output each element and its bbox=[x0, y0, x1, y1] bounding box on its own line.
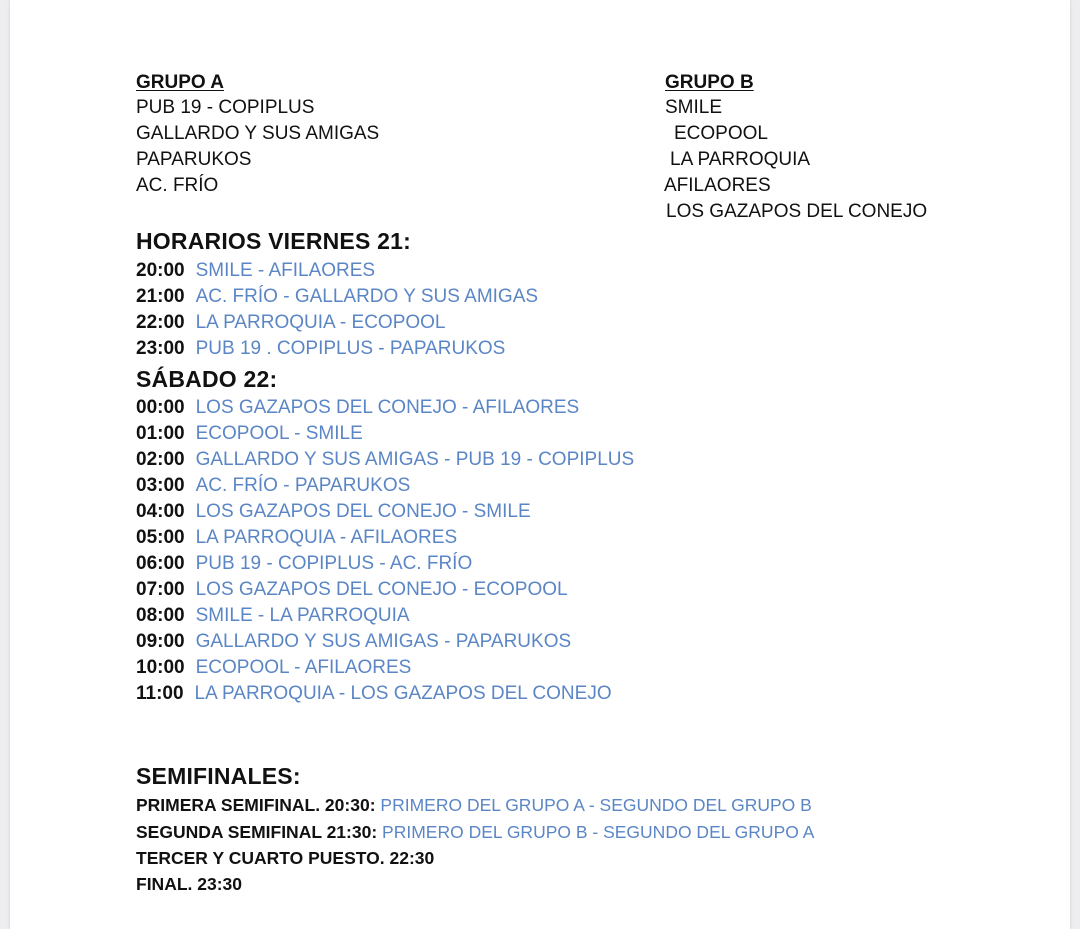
match-time: 03:00 bbox=[136, 475, 185, 496]
match-teams: ECOPOOL - AFILAORES bbox=[195, 657, 412, 678]
match-teams: LOS GAZAPOS DEL CONEJO - AFILAORES bbox=[195, 397, 580, 418]
match-time: 10:00 bbox=[136, 657, 185, 678]
match-time: 04:00 bbox=[136, 501, 185, 522]
schedule-row bbox=[136, 579, 568, 601]
match-time: 21:00 bbox=[136, 286, 185, 307]
final-label: FINAL. 23:30 bbox=[136, 874, 242, 894]
group-a-team: AC. FRÍO bbox=[136, 175, 219, 196]
schedule-row bbox=[136, 553, 472, 575]
match-teams: GALLARDO Y SUS AMIGAS - PAPARUKOS bbox=[195, 631, 572, 652]
schedule-row bbox=[136, 286, 538, 308]
final-row bbox=[136, 874, 242, 895]
friday-heading: HORARIOS VIERNES 21: bbox=[136, 228, 411, 254]
match-teams: LA PARROQUIA - AFILAORES bbox=[195, 527, 458, 548]
third-place-label: TERCER Y CUARTO PUESTO. 22:30 bbox=[136, 848, 435, 868]
match-time: 09:00 bbox=[136, 631, 185, 652]
schedule-row bbox=[136, 312, 446, 334]
schedule-row bbox=[136, 423, 363, 445]
schedule-row bbox=[136, 605, 410, 627]
match-teams: SMILE - AFILAORES bbox=[195, 260, 376, 281]
match-teams: LA PARROQUIA - ECOPOOL bbox=[195, 312, 446, 333]
match-teams: AC. FRÍO - PAPARUKOS bbox=[195, 475, 411, 496]
match-time: 08:00 bbox=[136, 605, 185, 626]
match-time: 06:00 bbox=[136, 553, 185, 574]
schedule-row bbox=[136, 657, 411, 679]
schedule-row bbox=[136, 683, 612, 705]
semifinal-matchup: PRIMERO DEL GRUPO B - SEGUNDO DEL GRUPO A bbox=[382, 822, 815, 842]
schedule-row bbox=[136, 449, 634, 471]
match-time: 23:00 bbox=[136, 338, 185, 359]
third-place-row bbox=[136, 848, 434, 869]
schedule-row bbox=[136, 260, 375, 282]
schedule-row bbox=[136, 527, 457, 549]
semifinal-label: PRIMERA SEMIFINAL. 20:30: bbox=[136, 795, 376, 815]
semifinal-matchup: PRIMERO DEL GRUPO A - SEGUNDO DEL GRUPO B bbox=[380, 795, 812, 815]
match-teams: LOS GAZAPOS DEL CONEJO - SMILE bbox=[195, 501, 531, 522]
group-b-title: GRUPO B bbox=[665, 72, 754, 93]
group-a-team: PAPARUKOS bbox=[136, 149, 252, 170]
match-teams: PUB 19 - COPIPLUS - AC. FRÍO bbox=[195, 553, 473, 574]
schedule-row bbox=[136, 397, 579, 419]
group-b-team: ECOPOOL bbox=[674, 123, 768, 144]
saturday-heading: SÁBADO 22: bbox=[136, 366, 278, 392]
group-b-team: SMILE bbox=[665, 97, 723, 118]
match-time: 07:00 bbox=[136, 579, 185, 600]
match-time: 01:00 bbox=[136, 423, 185, 444]
match-time: 02:00 bbox=[136, 449, 185, 470]
group-b-team: LOS GAZAPOS DEL CONEJO bbox=[666, 201, 928, 222]
schedule-row bbox=[136, 631, 571, 653]
group-a-team: PUB 19 - COPIPLUS bbox=[136, 97, 315, 118]
group-a-team: GALLARDO Y SUS AMIGAS bbox=[136, 123, 380, 144]
match-time: 20:00 bbox=[136, 260, 185, 281]
schedule-row bbox=[136, 338, 505, 360]
match-teams: ECOPOOL - SMILE bbox=[195, 423, 363, 444]
match-teams: SMILE - LA PARROQUIA bbox=[195, 605, 410, 626]
group-b-team: LA PARROQUIA bbox=[670, 149, 811, 170]
group-b-team: AFILAORES bbox=[664, 175, 771, 196]
semifinal-row bbox=[136, 795, 812, 816]
match-time: 00:00 bbox=[136, 397, 185, 418]
schedule-row bbox=[136, 501, 531, 523]
semifinals-heading: SEMIFINALES: bbox=[136, 763, 301, 789]
semifinal-row bbox=[136, 822, 814, 843]
match-time: 22:00 bbox=[136, 312, 185, 333]
match-teams: LA PARROQUIA - LOS GAZAPOS DEL CONEJO bbox=[194, 683, 612, 704]
match-teams: PUB 19 . COPIPLUS - PAPARUKOS bbox=[195, 338, 506, 359]
match-time: 11:00 bbox=[136, 683, 184, 704]
schedule-row bbox=[136, 475, 410, 497]
semifinal-label: SEGUNDA SEMIFINAL 21:30: bbox=[136, 822, 378, 842]
group-a-title: GRUPO A bbox=[136, 72, 224, 93]
match-teams: GALLARDO Y SUS AMIGAS - PUB 19 - COPIPLUS bbox=[195, 449, 635, 470]
match-time: 05:00 bbox=[136, 527, 185, 548]
match-teams: LOS GAZAPOS DEL CONEJO - ECOPOOL bbox=[195, 579, 568, 600]
match-teams: AC. FRÍO - GALLARDO Y SUS AMIGAS bbox=[195, 286, 539, 307]
